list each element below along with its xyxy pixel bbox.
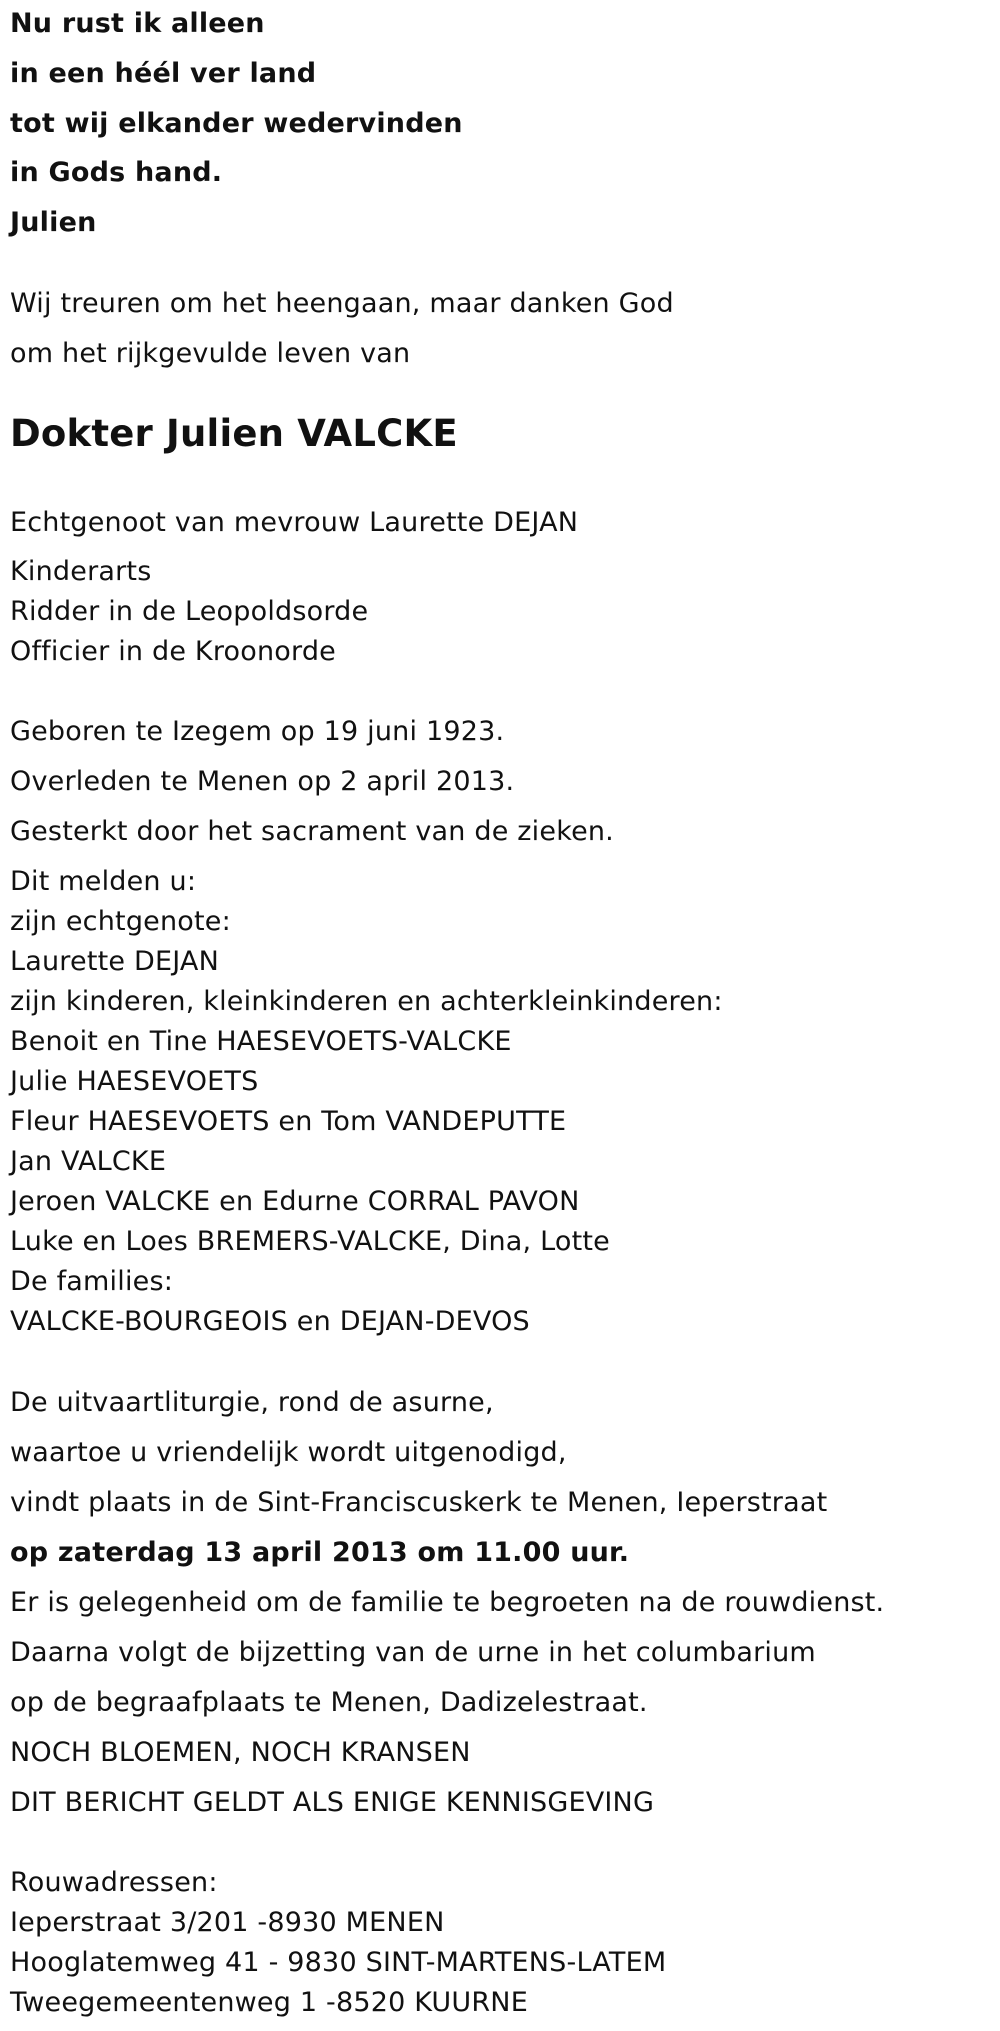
date-line: Geboren te Izegem op 19 juni 1923. (10, 716, 505, 747)
announcer-line: Fleur HAESEVOETS en Tom VANDEPUTTE (10, 1106, 567, 1137)
poem-line: Nu rust ik alleen (10, 8, 265, 39)
announcer-line: VALCKE-BOURGEOIS en DEJAN-DEVOS (10, 1306, 530, 1337)
funeral-after-line: Daarna volgt de bijzetting van de urne in het columbarium (10, 1637, 816, 1668)
title-line: Echtgenoot van mevrouw Laurette DEJAN (10, 507, 579, 538)
announcer-line: Jeroen VALCKE en Edurne CORRAL PAVON (10, 1186, 580, 1217)
title-line: Ridder in de Leopoldsorde (10, 596, 369, 627)
deceased-name: Dokter Julien VALCKE (10, 412, 458, 455)
address-line: Tweegemeentenweg 1 -8520 KUURNE (10, 1987, 528, 2018)
address-line: Hooglatemweg 41 - 9830 SINT-MARTENS-LATEM (10, 1947, 667, 1978)
announcer-line: Luke en Loes BREMERS-VALCKE, Dina, Lotte (10, 1226, 610, 1257)
poem-author: Julien (10, 207, 97, 238)
title-line: Officier in de Kroonorde (10, 636, 336, 667)
date-line: Gesterkt door het sacrament van de zieken. (10, 816, 614, 847)
poem-line: in Gods hand. (10, 157, 223, 188)
funeral-after-line: NOCH BLOEMEN, NOCH KRANSEN (10, 1737, 471, 1768)
announcer-line: Julie HAESEVOETS (10, 1066, 259, 1097)
funeral-after-line: DIT BERICHT GELDT ALS ENIGE KENNISGEVING (10, 1787, 655, 1818)
announcer-line: Jan VALCKE (10, 1146, 167, 1177)
intro-line: om het rijkgevulde leven van (10, 338, 411, 369)
funeral-after-line: Er is gelegenheid om de familie te begroeten na de rouwdienst. (10, 1587, 885, 1618)
announcer-line: Laurette DEJAN (10, 946, 219, 977)
funeral-line: De uitvaartliturgie, rond de asurne, (10, 1387, 494, 1418)
poem-line: tot wij elkander wedervinden (10, 108, 463, 139)
funeral-after-line: op de begraafplaats te Menen, Dadizelestraat. (10, 1687, 648, 1718)
announcer-line: Benoit en Tine HAESEVOETS-VALCKE (10, 1026, 512, 1057)
announcer-line: zijn kinderen, kleinkinderen en achterkleinkinderen: (10, 986, 723, 1017)
date-line: Overleden te Menen op 2 april 2013. (10, 766, 515, 797)
funeral-line: waartoe u vriendelijk wordt uitgenodigd, (10, 1437, 567, 1468)
funeral-date: op zaterdag 13 april 2013 om 11.00 uur. (10, 1537, 630, 1568)
announcer-line: De families: (10, 1266, 174, 1297)
intro-line: Wij treuren om het heengaan, maar danken God (10, 288, 674, 319)
addresses-label: Rouwadressen: (10, 1867, 218, 1898)
funeral-line: vindt plaats in de Sint-Franciscuskerk te Menen, Ieperstraat (10, 1487, 828, 1518)
address-line: Ieperstraat 3/201 -8930 MENEN (10, 1907, 445, 1938)
poem-line: in een héél ver land (10, 58, 317, 89)
announcer-line: zijn echtgenote: (10, 906, 231, 937)
title-line: Kinderarts (10, 556, 152, 587)
announcer-line: Dit melden u: (10, 866, 197, 897)
